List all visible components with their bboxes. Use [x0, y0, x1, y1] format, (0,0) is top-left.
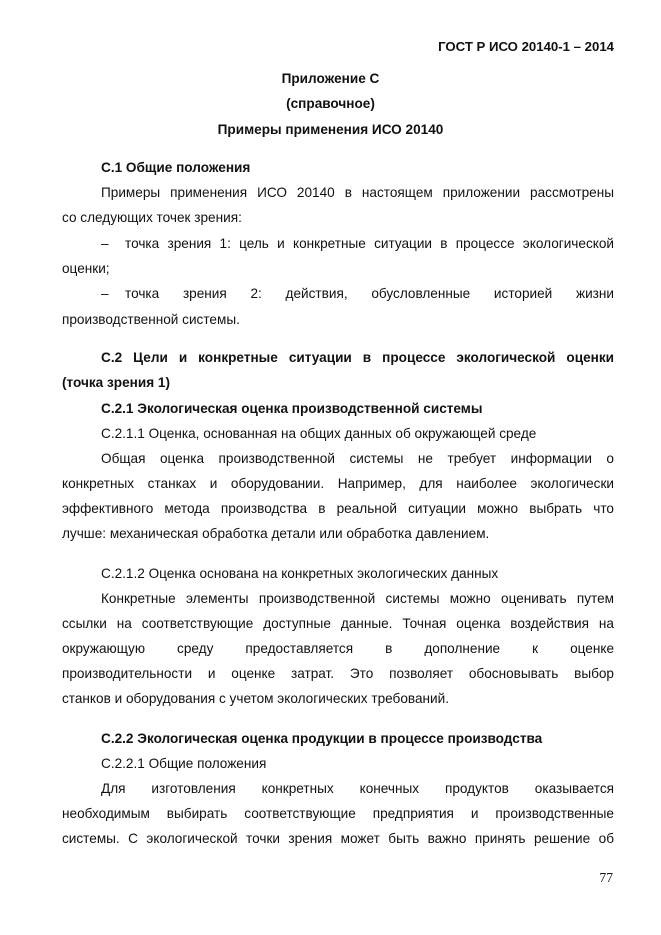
c1-item-2-line-1: точка зрения 2: действия, обусловленные историей жизни: [125, 286, 614, 301]
c1-list-item-1: [101, 236, 614, 252]
section-c212-heading: С.2.1.2 Оценка основана на конкретных экологических данных: [101, 566, 499, 581]
section-c2-heading-line-1: С.2 Цели и конкретные ситуации в процессе экологической оценки: [101, 350, 614, 365]
section-c22-heading: С.2.2 Экологическая оценка продукции в процессе производства: [101, 731, 543, 746]
list-dash: –: [101, 286, 109, 301]
c1-item-2-line-2: производственной системы.: [62, 312, 240, 327]
section-c2-heading-line-2: (точка зрения 1): [62, 375, 170, 390]
c221-paragraph-line-2: необходимым выбирать соответствующие предприятия и производственные: [62, 806, 614, 821]
appendix-type: (справочное): [286, 96, 375, 111]
c221-paragraph-line-1: Для изготовления конкретных конечных продуктов оказывается: [101, 781, 614, 796]
c212-paragraph-line-1: Конкретные элементы производственной системы можно оценивать путем: [101, 591, 614, 606]
section-c1-heading: С.1 Общие положения: [101, 160, 251, 175]
c212-paragraph-line-2: ссылки на соответствующие доступные данные. Точная оценка воздействия на: [62, 616, 614, 631]
c1-paragraph-line-2: со следующих точек зрения:: [62, 210, 242, 225]
c211-paragraph-line-4: лучше: механическая обработка детали или обработка давлением.: [62, 526, 490, 541]
document-header: ГОСТ Р ИСО 20140-1 – 2014: [438, 39, 614, 54]
page-number: 77: [599, 870, 613, 885]
c211-paragraph-line-3: эффективного метода производства в реальной ситуации можно выбрать что: [62, 501, 614, 516]
section-c221-heading: С.2.2.1 Общие положения: [101, 756, 267, 771]
section-c21-heading: С.2.1 Экологическая оценка производственной системы: [101, 401, 483, 416]
c1-item-1-line-1: точка зрения 1: цель и конкретные ситуации в процессе экологической: [125, 236, 614, 251]
c1-item-1-line-2: оценки;: [62, 261, 110, 276]
c1-list-item-2: [101, 286, 614, 302]
c221-paragraph-line-3: системы. С экологической точки зрения может быть важно принять решение об: [62, 831, 614, 846]
c211-paragraph-line-1: Общая оценка производственной системы не требует информации о: [101, 451, 614, 466]
section-c211-heading: С.2.1.1 Оценка, основанная на общих данных об окружающей среде: [101, 426, 537, 441]
c212-paragraph-line-3: окружающую среду предоставляется в дополнение к оценке: [62, 641, 614, 656]
c211-paragraph-line-2: конкретных станках и оборудовании. Например, для наиболее экологически: [62, 476, 614, 491]
list-dash: –: [101, 236, 109, 251]
appendix-name: Примеры применения ИСО 20140: [217, 122, 444, 137]
c212-paragraph-line-5: станков и оборудования с учетом экологических требований.: [62, 691, 449, 706]
c1-paragraph-line-1: Примеры применения ИСО 20140 в настоящем приложении рассмотрены: [101, 185, 614, 200]
appendix-title: Приложение С: [281, 71, 380, 86]
c212-paragraph-line-4: производительности и оценке затрат. Это позволяет обосновывать выбор: [62, 666, 614, 681]
